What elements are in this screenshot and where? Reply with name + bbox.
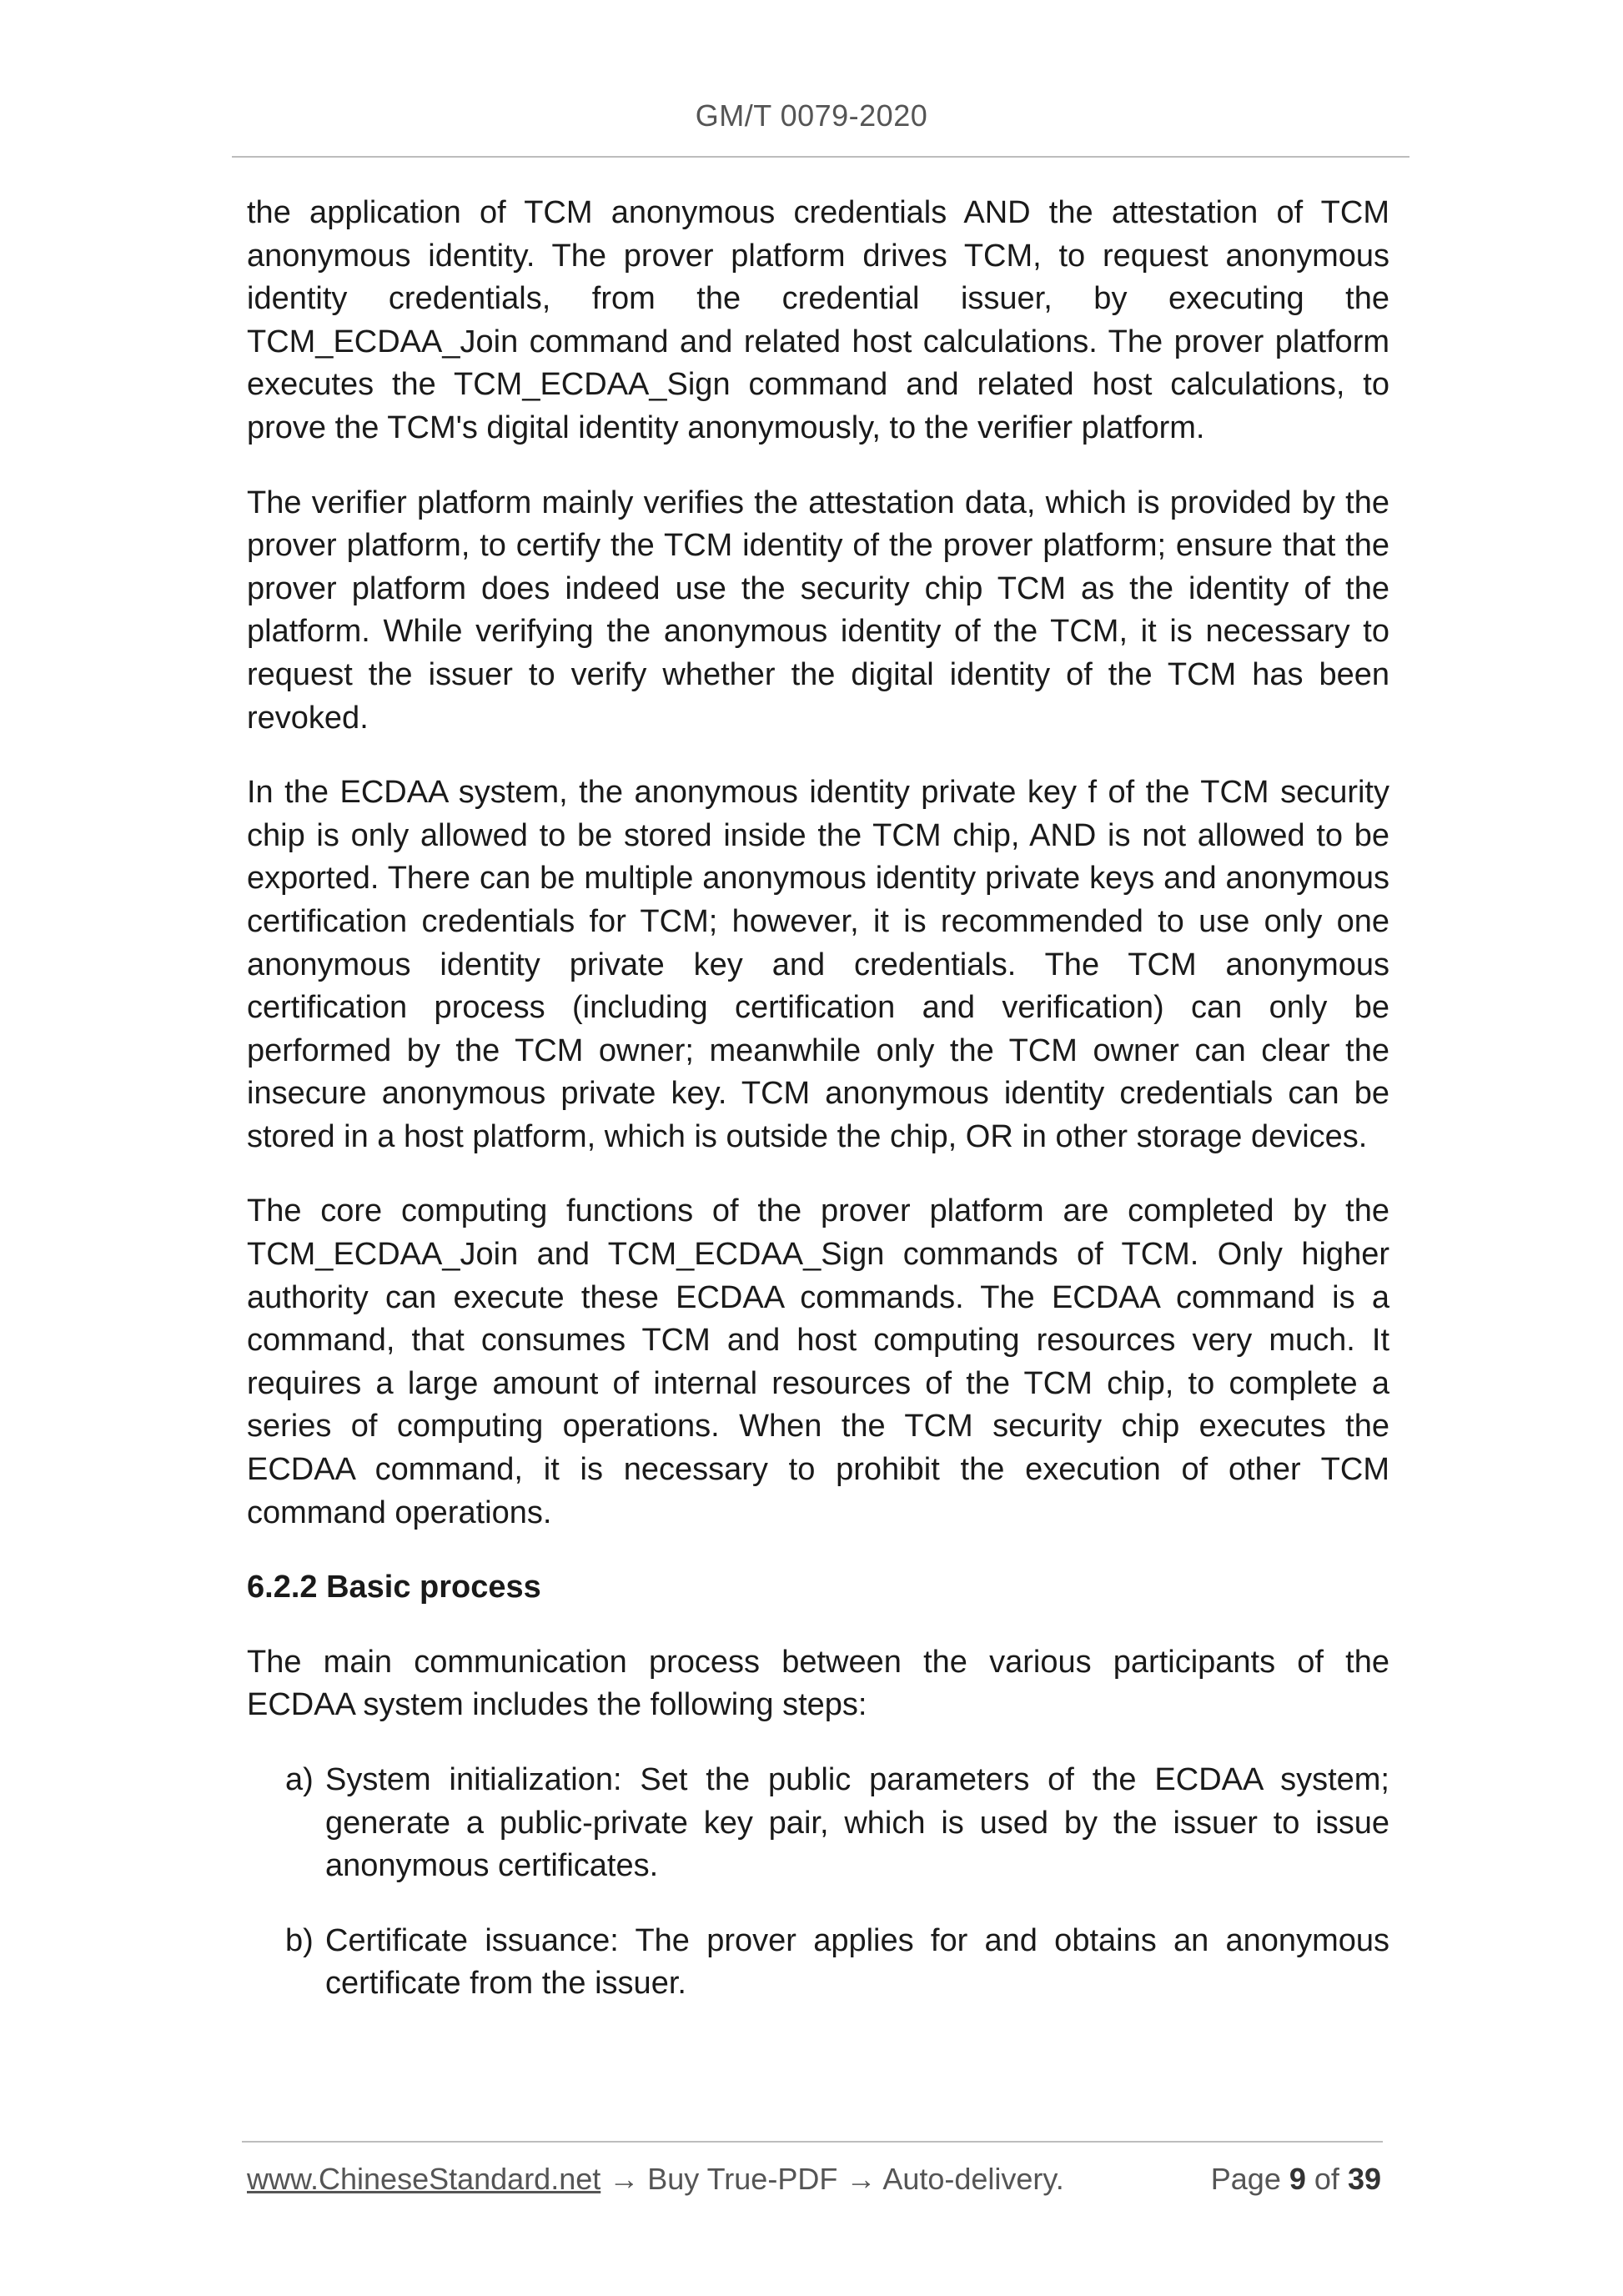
paragraph-core-computing: The core computing functions of the prover platform are completed by the TCM_ECDAA_Join and TCM_ECDAA_Sign commands of TCM. Only higher authority can execute these ECDAA commands. The ECDAA command is a command, that consumes TCM and host computing resources very much. It requires a large amount of internal resources of the TCM chip, to complete a series of computing operations. When the TCM security chip executes the ECDAA command, it is necessary to prohibit the execution of other TCM command operations. <box>247 1193 1389 1530</box>
paragraph-verifier-platform: The verifier platform mainly verifies the attestation data, which is provided by the prover platform, to certify the TCM identity of the prover platform; ensure that the prover platform does indeed use the security chip TCM as the identity of the platform. While verifying the anonymous identity of the TCM, it is necessary to request the issuer to verify whether the digital identity of the TCM has been revoked. <box>247 485 1389 736</box>
website-link[interactable]: www.ChineseStandard.net <box>247 2162 601 2196</box>
paragraph-ecdaa-private-key: In the ECDAA system, the anonymous identity private key f of the TCM security chip is only allowed to be stored inside the TCM chip, AND is not allowed to be exported. There can be multiple anonymous identity private keys and anonymous certification credentials for TCM; however, it is recommended to use only one anonymous identity private key and credentials. The TCM anonymous certification process (including certification and verification) can only be performed by the TCM owner; meanwhile only the TCM owner can clear the insecure anonymous private key. TCM anonymous identity credentials can be stored in a host platform, which is outside the chip, OR in other storage devices. <box>247 775 1389 1154</box>
page-number: 9 <box>1289 2162 1306 2196</box>
footer-tagline: → Buy True-PDF → Auto-delivery. <box>600 2162 1064 2196</box>
list-item <box>247 1920 1389 2006</box>
page-footer <box>247 2162 1381 2197</box>
page-indicator <box>1211 2162 1381 2197</box>
page-header: GM/T 0079-2020 <box>695 98 928 133</box>
list-item-text: System initialization: Set the public parameters of the ECDAA system; generate a public-private key pair, which is used by the issuer to issue anonymous certificates. <box>325 1762 1389 1884</box>
list-item <box>247 1759 1389 1888</box>
section-heading: 6.2.2 Basic process <box>247 1570 541 1605</box>
document-body <box>247 192 1389 2037</box>
section-intro: The main communication process between the various participants of the ECDAA system includes the following steps: <box>247 1644 1389 1723</box>
footer-promo <box>247 2162 1064 2197</box>
list-marker: b) <box>285 1922 314 1958</box>
list-item-text: Certificate issuance: The prover applies for and obtains an anonymous certificate from the issuer. <box>325 1922 1389 2002</box>
total-pages: 39 <box>1347 2162 1381 2196</box>
footer-divider <box>242 2141 1383 2143</box>
header-divider <box>232 156 1409 158</box>
page-label: Page <box>1210 2162 1281 2196</box>
of-label: of <box>1314 2162 1339 2196</box>
paragraph-tcm-credentials: the application of TCM anonymous credentials AND the attestation of TCM anonymous identity. The prover platform drives TCM, to request anonymous identity credentials, from the credential issuer, by executing the TCM_ECDAA_Join command and related host calculations. The prover platform executes the TCM_ECDAA_Sign command and related host calculations, to prove the TCM's digital identity anonymously, to the verifier platform. <box>247 195 1389 445</box>
step-list <box>247 1759 1389 2006</box>
list-marker: a) <box>285 1762 314 1797</box>
